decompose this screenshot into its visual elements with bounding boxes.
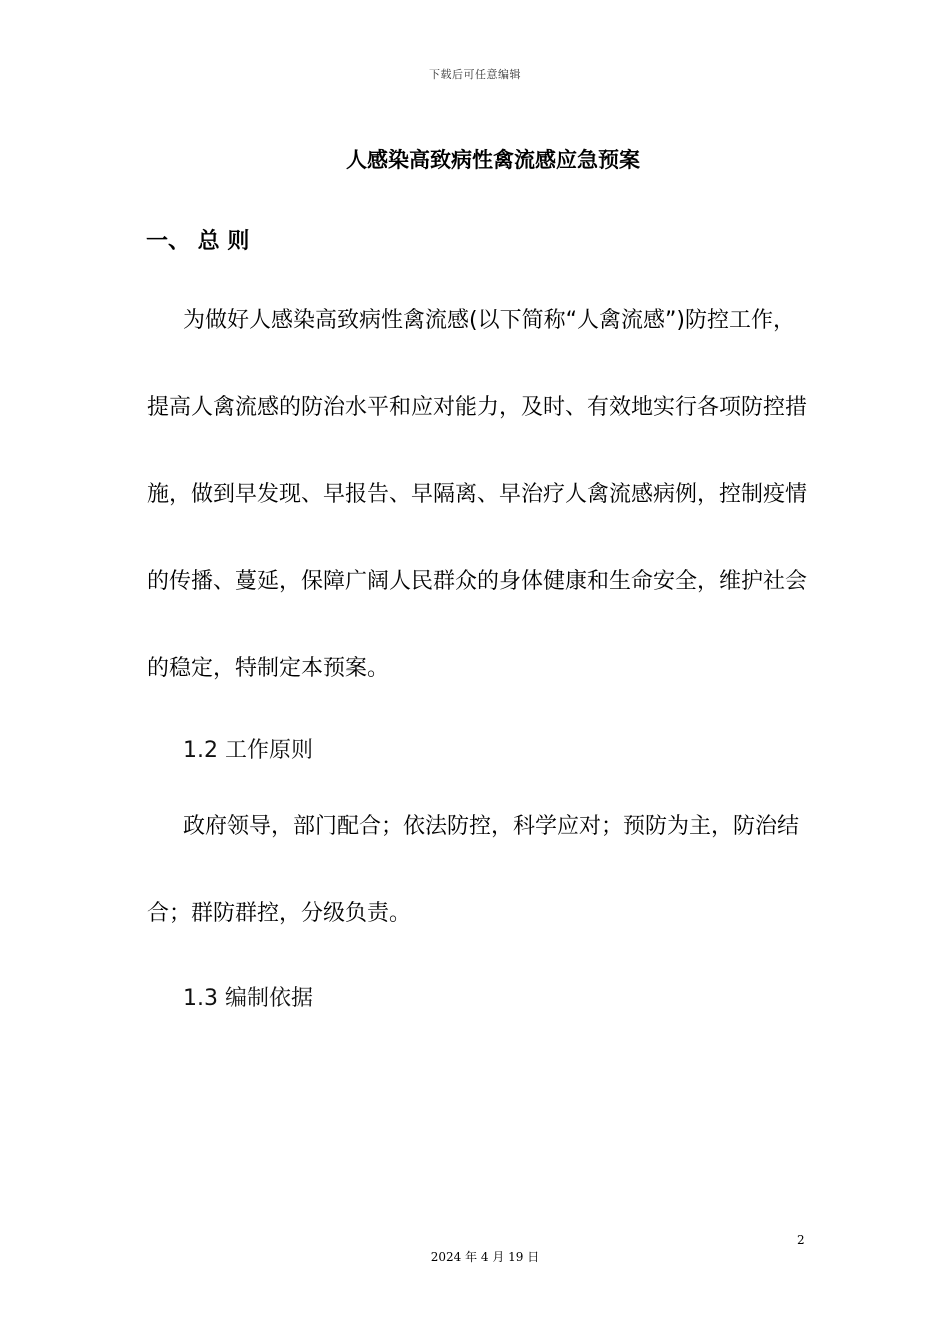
paragraph-work-principles: 政府领导，部门配合；依法防控，科学应对；预防为主，防治结合；群防群控，分级负责。 xyxy=(147,814,800,926)
paragraph-general-purpose: 为做好人感染高致病性禽流感(以下简称“人禽流感”)防控工作，提高人禽流感的防治水平和应对能力，及时、有效地实行各项防控措施，做到早发现、早报告、早隔离、早治疗人禽流感病例，控制疫情的传播、蔓延，保障广阔人民群众的身体健康和生命安全，维护社会的稳定，特制定本预案。 xyxy=(147,308,808,681)
subheading-work-principles: 1.2 工作原则 xyxy=(183,738,313,763)
header-note: 下载后可任意编辑 xyxy=(429,68,521,81)
subheading-basis: 1.3 编制依据 xyxy=(183,986,313,1011)
footer-date: 2024 年 4 月 19 日 xyxy=(430,1250,540,1264)
section-heading: 一、 总 则 xyxy=(146,229,250,254)
page-number: 2 xyxy=(797,1233,805,1247)
document-title: 人感染高致病性禽流感应急预案 xyxy=(346,148,640,172)
